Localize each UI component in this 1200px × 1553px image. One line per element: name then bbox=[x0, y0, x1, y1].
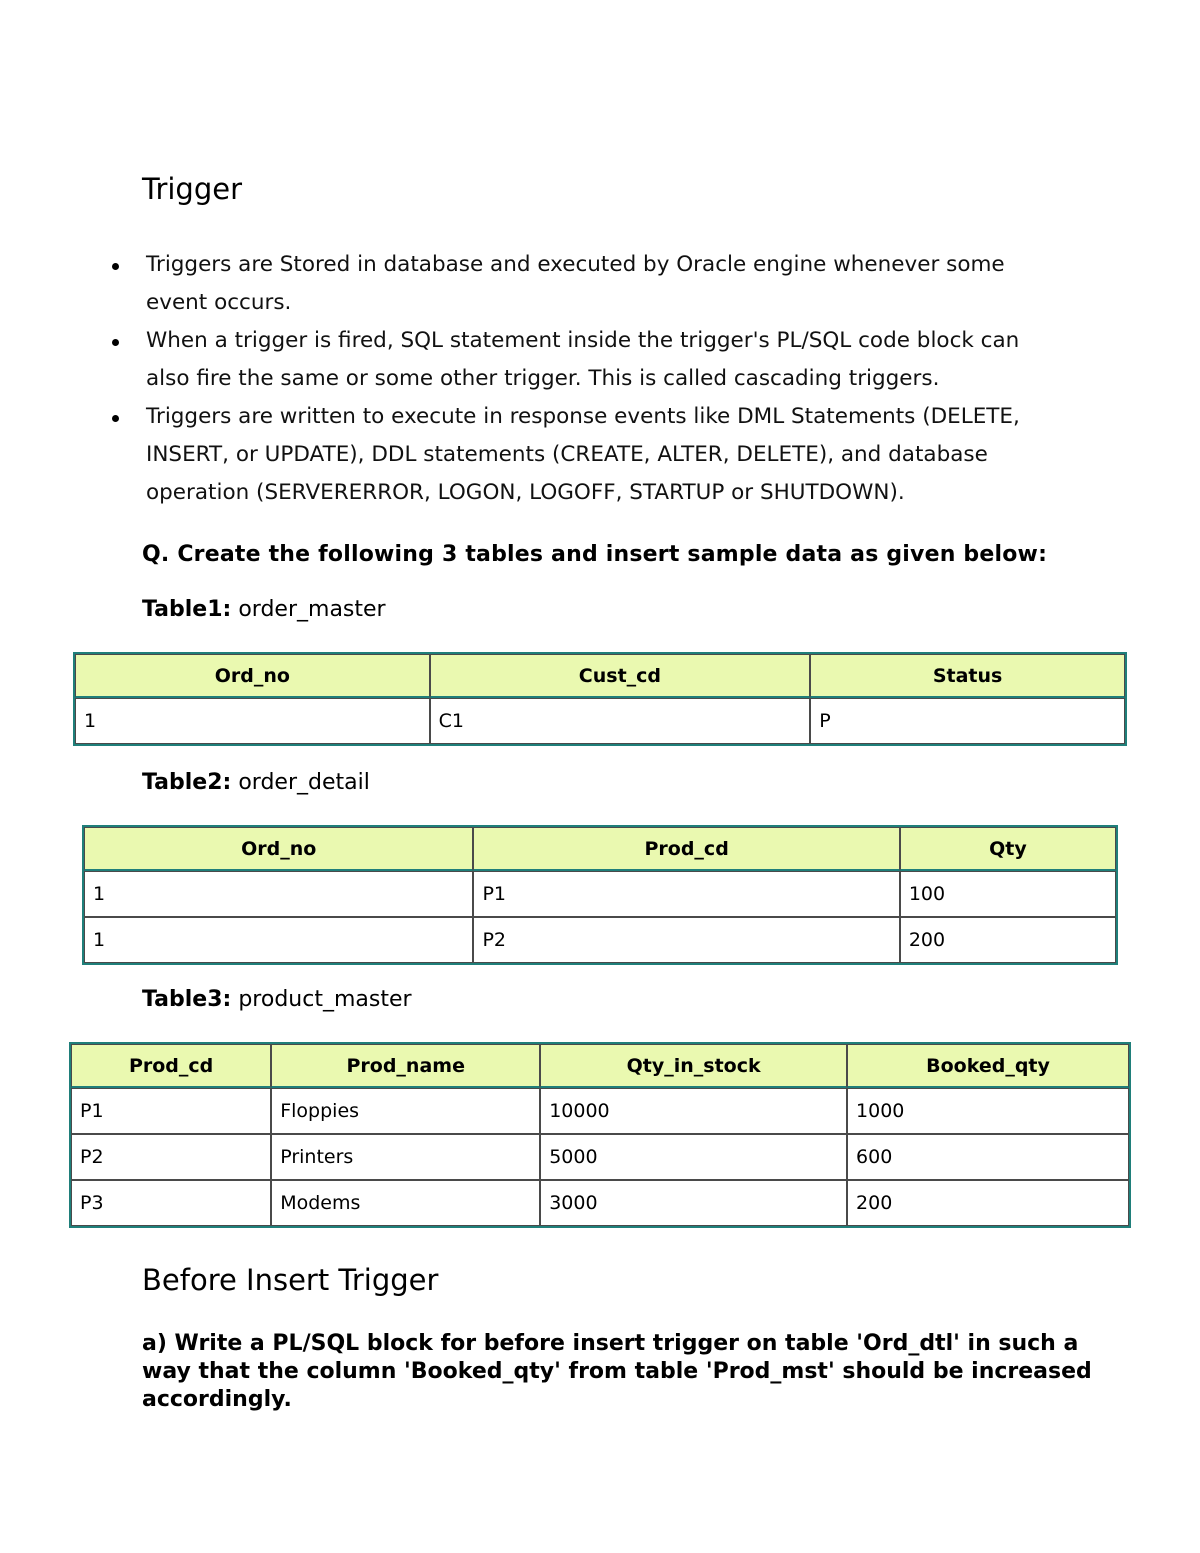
table-cell: 1000 bbox=[847, 1088, 1129, 1134]
bullet-dot-icon bbox=[112, 415, 119, 422]
table-cell: P1 bbox=[473, 871, 899, 917]
table-cell: 100 bbox=[900, 871, 1116, 917]
order-detail-table bbox=[82, 825, 1118, 965]
column-header: Ord_no bbox=[84, 827, 473, 871]
section-title-before-insert-trigger: Before Insert Trigger bbox=[142, 1263, 439, 1297]
table-cell: 200 bbox=[847, 1180, 1129, 1226]
table-cell: 3000 bbox=[540, 1180, 847, 1226]
table-header-row bbox=[84, 827, 1116, 871]
table-row bbox=[84, 917, 1116, 963]
table-cell: P bbox=[810, 698, 1125, 744]
table-cell: Modems bbox=[271, 1180, 540, 1226]
table-cell: Floppies bbox=[271, 1088, 540, 1134]
section-title-trigger: Trigger bbox=[142, 172, 243, 206]
table-cell: 1 bbox=[84, 871, 473, 917]
table-row bbox=[71, 1088, 1129, 1134]
table1-label: Table1: bbox=[142, 597, 232, 622]
table-cell: P3 bbox=[71, 1180, 271, 1226]
table-cell: Printers bbox=[271, 1134, 540, 1180]
table2-caption bbox=[142, 770, 370, 795]
column-header: Prod_cd bbox=[71, 1044, 271, 1088]
column-header: Cust_cd bbox=[430, 654, 811, 698]
table2-name: order_detail bbox=[238, 770, 370, 795]
column-header: Prod_name bbox=[271, 1044, 540, 1088]
bullet-dot-icon bbox=[112, 263, 119, 270]
bullet-item: Triggers are Stored in database and executed by Oracle engine whenever some event occurs. bbox=[108, 246, 1068, 322]
table-cell: 600 bbox=[847, 1134, 1129, 1180]
column-header: Qty bbox=[900, 827, 1116, 871]
product-master-table bbox=[69, 1042, 1131, 1228]
bullet-dot-icon bbox=[112, 339, 119, 346]
bullet-item: Triggers are written to execute in response events like DML Statements (DELETE, INSERT, or UPDATE), DDL statements (CREATE, ALTER, DELETE), and database operation (SERVERERROR, LOGON, LOGOFF, STARTUP or SHUTDOWN). bbox=[108, 398, 1068, 512]
column-header: Status bbox=[810, 654, 1125, 698]
column-header: Ord_no bbox=[75, 654, 430, 698]
column-header: Booked_qty bbox=[847, 1044, 1129, 1088]
table-cell: C1 bbox=[430, 698, 811, 744]
table-cell: 1 bbox=[75, 698, 430, 744]
table1-name: order_master bbox=[238, 597, 386, 622]
table-cell: P1 bbox=[71, 1088, 271, 1134]
trigger-bullet-list bbox=[108, 246, 1068, 512]
table3-caption bbox=[142, 987, 412, 1012]
table3-label: Table3: bbox=[142, 987, 232, 1012]
table-row bbox=[84, 871, 1116, 917]
column-header: Qty_in_stock bbox=[540, 1044, 847, 1088]
table-cell: 10000 bbox=[540, 1088, 847, 1134]
table-cell: 200 bbox=[900, 917, 1116, 963]
bullet-item: When a trigger is fired, SQL statement inside the trigger's PL/SQL code block can also fire the same or some other trigger. This is called cascading triggers. bbox=[108, 322, 1068, 398]
table1-caption bbox=[142, 597, 386, 622]
task-text: a) Write a PL/SQL block for before insert trigger on table 'Ord_dtl' in such a way that the column 'Booked_qty' from table 'Prod_mst' should be increased accordingly. bbox=[142, 1331, 1092, 1412]
table3-name: product_master bbox=[238, 987, 412, 1012]
table-cell: 5000 bbox=[540, 1134, 847, 1180]
table-cell: 1 bbox=[84, 917, 473, 963]
column-header: Prod_cd bbox=[473, 827, 899, 871]
table-row bbox=[71, 1180, 1129, 1226]
question-text: Q. Create the following 3 tables and insert sample data as given below: bbox=[142, 542, 1048, 567]
order-master-table bbox=[73, 652, 1127, 746]
table-header-row bbox=[75, 654, 1125, 698]
table2-label: Table2: bbox=[142, 770, 232, 795]
table-row bbox=[71, 1134, 1129, 1180]
table-cell: P2 bbox=[473, 917, 899, 963]
table-header-row bbox=[71, 1044, 1129, 1088]
table-row bbox=[75, 698, 1125, 744]
table-cell: P2 bbox=[71, 1134, 271, 1180]
